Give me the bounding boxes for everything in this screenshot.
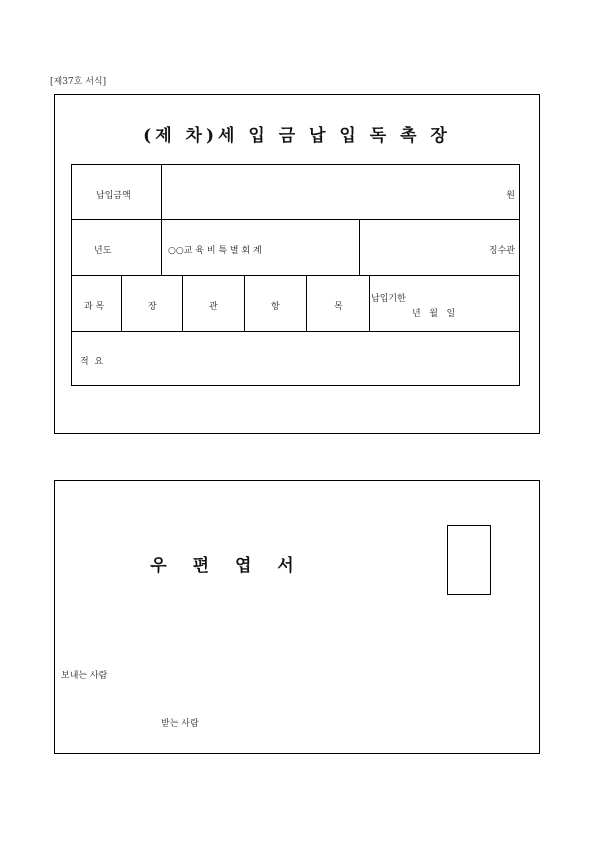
clause-label: 항 — [271, 302, 280, 312]
postcard-title: 우 편 엽 서 — [150, 556, 304, 576]
row-divider — [72, 275, 519, 276]
column-divider — [359, 219, 360, 275]
chapter-label: 장 — [148, 302, 157, 312]
row-divider — [72, 219, 519, 220]
column-divider — [182, 275, 183, 331]
item-label: 목 — [334, 302, 343, 312]
subject-label: 과 목 — [84, 302, 105, 312]
collector-label: 징수관 — [488, 246, 515, 256]
notice-title: (제 차)세 입 금 납 입 독 촉 장 — [143, 126, 451, 146]
stamp-box — [447, 525, 491, 595]
column-divider — [369, 275, 370, 331]
postcard — [54, 480, 540, 754]
amount-label: 납입금액 — [96, 191, 131, 201]
amount-unit: 원 — [506, 191, 515, 201]
year-label: 년도 — [94, 246, 112, 256]
section-label: 관 — [209, 302, 218, 312]
form-number-label: [제37호 서식] — [50, 77, 107, 87]
notice-form-table — [71, 164, 520, 386]
column-divider — [244, 275, 245, 331]
column-divider — [121, 275, 122, 331]
recipient-label: 받는 사람 — [161, 719, 199, 729]
sender-label: 보내는 사람 — [61, 671, 108, 681]
column-divider — [306, 275, 307, 331]
account-name: ○○교 육 비 특 별 회 계 — [168, 246, 262, 256]
due-label: 납입기한 — [371, 294, 406, 304]
due-date: 년 월 일 — [412, 309, 456, 319]
column-divider — [161, 165, 162, 275]
remarks-label: 적 요 — [80, 357, 104, 367]
row-divider — [72, 331, 519, 332]
